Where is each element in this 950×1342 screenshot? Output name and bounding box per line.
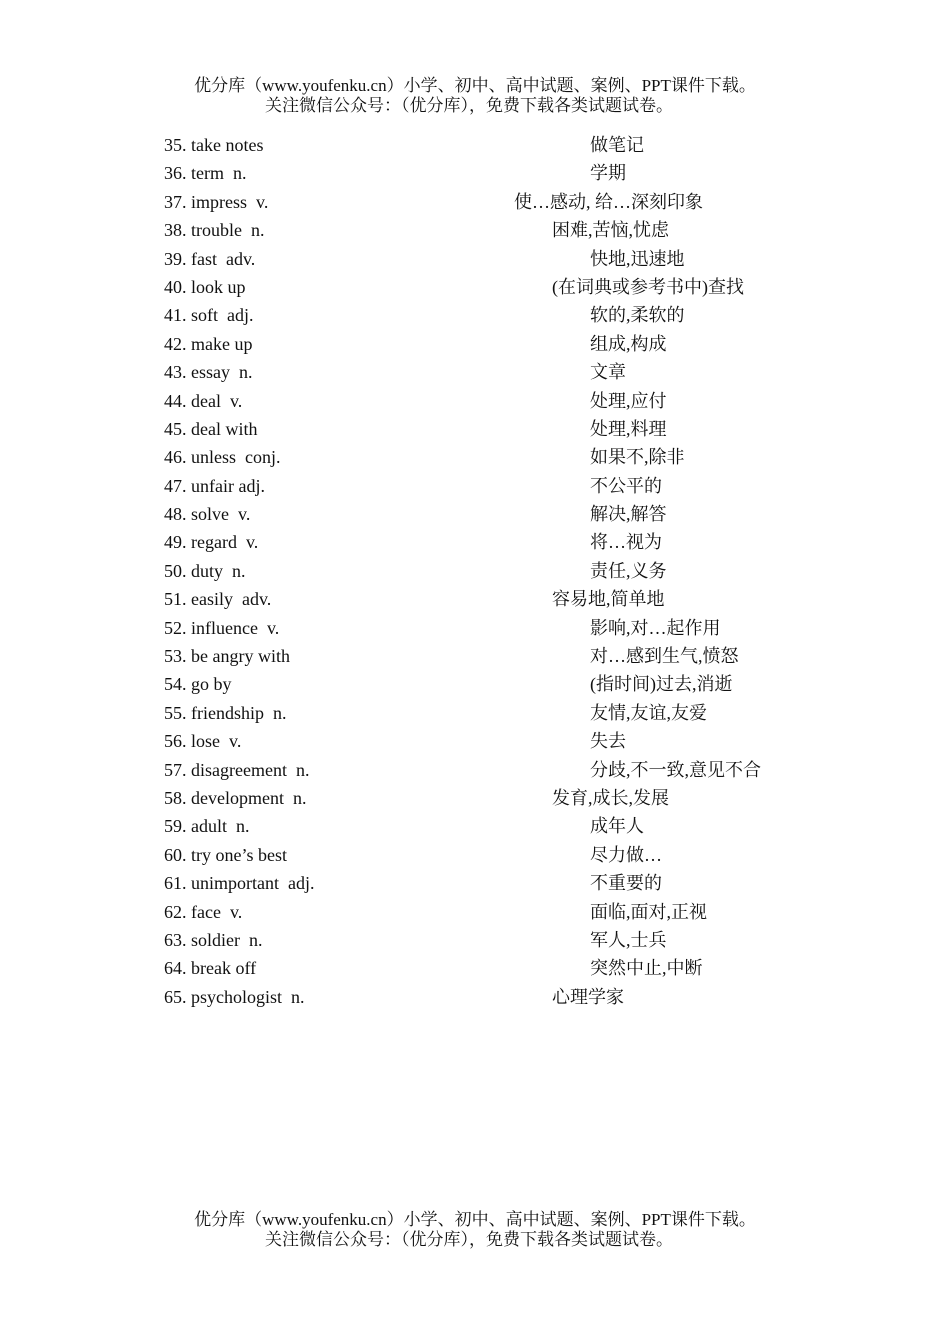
vocab-entry xyxy=(0,387,950,415)
vocab-entry xyxy=(0,898,950,926)
vocab-term: 55. friendship n. xyxy=(164,702,287,723)
vocab-meaning: (指时间)过去,消逝 xyxy=(590,674,733,695)
vocab-term: 37. impress v. xyxy=(164,191,269,212)
vocab-entry xyxy=(0,699,950,727)
vocab-meaning: 快地,迅速地 xyxy=(590,248,685,269)
vocab-term: 48. solve v. xyxy=(164,504,251,525)
vocab-term: 49. regard v. xyxy=(164,532,259,553)
vocab-meaning: 面临,面对,正视 xyxy=(590,901,707,922)
vocab-entry xyxy=(0,472,950,500)
vocab-entry xyxy=(0,159,950,187)
page-footer xyxy=(0,1210,950,1250)
vocab-term: 58. development n. xyxy=(164,787,307,808)
vocab-entry xyxy=(0,245,950,273)
vocab-meaning: 组成,构成 xyxy=(590,333,667,354)
vocab-term: 52. influence v. xyxy=(164,617,280,638)
footer-line-2: 关注微信公众号：（优分库），免费下载各类试题试卷。 xyxy=(265,1230,673,1249)
vocab-term: 41. soft adj. xyxy=(164,305,254,326)
vocab-meaning: 做笔记 xyxy=(590,135,644,155)
vocab-meaning: 解决,解答 xyxy=(590,504,667,525)
vocab-meaning: (在词典或参考书中)查找 xyxy=(552,276,744,297)
vocab-term: 44. deal v. xyxy=(164,390,243,411)
vocabulary-list xyxy=(0,131,950,1011)
vocab-term: 53. be angry with xyxy=(164,646,290,667)
vocab-term: 38. trouble n. xyxy=(164,220,265,241)
vocab-term: 40. look up xyxy=(164,276,246,297)
vocab-entry xyxy=(0,812,950,840)
vocab-entry xyxy=(0,727,950,755)
vocab-term: 61. unimportant adj. xyxy=(164,873,315,894)
vocab-entry xyxy=(0,216,950,244)
vocab-entry xyxy=(0,670,950,698)
vocab-term: 60. try one’s best xyxy=(164,844,287,865)
vocab-meaning: 使…感动, 给…深刻印象 xyxy=(514,191,703,212)
vocab-meaning: 成年人 xyxy=(590,816,644,837)
vocab-meaning: 发育,成长,发展 xyxy=(552,787,669,808)
vocab-meaning: 不重要的 xyxy=(590,873,662,894)
vocab-term: 39. fast adv. xyxy=(164,248,256,269)
vocab-meaning: 软的,柔软的 xyxy=(590,305,685,326)
footer-line-1: 优分库（www.youfenku.cn）小学、初中、高中试题、案例、PPT课件下载。 xyxy=(194,1210,756,1229)
vocab-meaning: 容易地,简单地 xyxy=(552,589,665,610)
vocab-term: 45. deal with xyxy=(164,418,258,439)
vocab-entry xyxy=(0,642,950,670)
vocab-meaning: 学期 xyxy=(590,163,626,184)
vocab-meaning: 心理学家 xyxy=(552,986,624,1007)
vocab-meaning: 友情,友谊,友爱 xyxy=(590,702,707,723)
vocab-entry xyxy=(0,841,950,869)
vocab-meaning: 影响,对…起作用 xyxy=(590,617,721,638)
vocab-entry xyxy=(0,301,950,329)
vocab-entry xyxy=(0,330,950,358)
vocab-term: 50. duty n. xyxy=(164,560,246,581)
vocab-meaning: 处理,应付 xyxy=(590,390,667,411)
vocab-term: 62. face v. xyxy=(164,901,243,922)
vocab-term: 59. adult n. xyxy=(164,816,250,837)
vocab-entry xyxy=(0,983,950,1011)
vocab-entry xyxy=(0,443,950,471)
vocab-meaning: 困难,苦恼,忧虑 xyxy=(552,220,669,241)
vocab-term: 54. go by xyxy=(164,674,232,695)
vocab-entry xyxy=(0,926,950,954)
vocab-term: 47. unfair adj. xyxy=(164,475,265,496)
vocab-meaning: 不公平的 xyxy=(590,475,662,496)
vocab-entry xyxy=(0,358,950,386)
vocab-meaning: 如果不,除非 xyxy=(590,447,685,468)
vocab-entry xyxy=(0,415,950,443)
vocab-entry xyxy=(0,273,950,301)
vocab-term: 46. unless conj. xyxy=(164,447,281,468)
vocab-term: 42. make up xyxy=(164,333,253,354)
vocab-term: 65. psychologist n. xyxy=(164,986,305,1007)
vocab-entry xyxy=(0,131,950,159)
vocab-entry xyxy=(0,954,950,982)
vocab-entry xyxy=(0,528,950,556)
vocab-entry xyxy=(0,188,950,216)
vocab-meaning: 突然中止,中断 xyxy=(590,958,703,979)
vocab-meaning: 对…感到生气,愤怒 xyxy=(590,646,739,667)
vocab-term: 57. disagreement n. xyxy=(164,759,310,780)
vocab-meaning: 失去 xyxy=(590,731,626,752)
vocab-meaning: 责任,义务 xyxy=(590,560,667,581)
vocab-meaning: 文章 xyxy=(590,362,626,383)
vocab-entry xyxy=(0,585,950,613)
header-line-1: 优分库（www.youfenku.cn）小学、初中、高中试题、案例、PPT课件下载。 xyxy=(194,76,756,95)
vocab-term: 36. term n. xyxy=(164,163,247,184)
vocab-meaning: 尽力做… xyxy=(590,844,662,865)
vocab-entry xyxy=(0,756,950,784)
vocab-term: 56. lose v. xyxy=(164,731,242,752)
vocab-entry xyxy=(0,614,950,642)
vocab-term: 35. take notes xyxy=(164,135,264,155)
vocab-term: 43. essay n. xyxy=(164,362,253,383)
vocab-entry xyxy=(0,557,950,585)
vocab-term: 63. soldier n. xyxy=(164,929,263,950)
header-line-2: 关注微信公众号：（优分库），免费下载各类试题试卷。 xyxy=(265,96,673,115)
vocab-term: 51. easily adv. xyxy=(164,589,272,610)
vocab-term: 64. break off xyxy=(164,958,257,979)
page-header xyxy=(0,76,950,116)
vocab-entry xyxy=(0,869,950,897)
vocab-meaning: 军人,士兵 xyxy=(590,929,667,950)
vocab-entry xyxy=(0,784,950,812)
vocab-meaning: 处理,料理 xyxy=(590,418,667,439)
vocab-meaning: 分歧,不一致,意见不合 xyxy=(590,759,761,780)
vocab-entry xyxy=(0,500,950,528)
vocab-meaning: 将…视为 xyxy=(590,532,662,553)
